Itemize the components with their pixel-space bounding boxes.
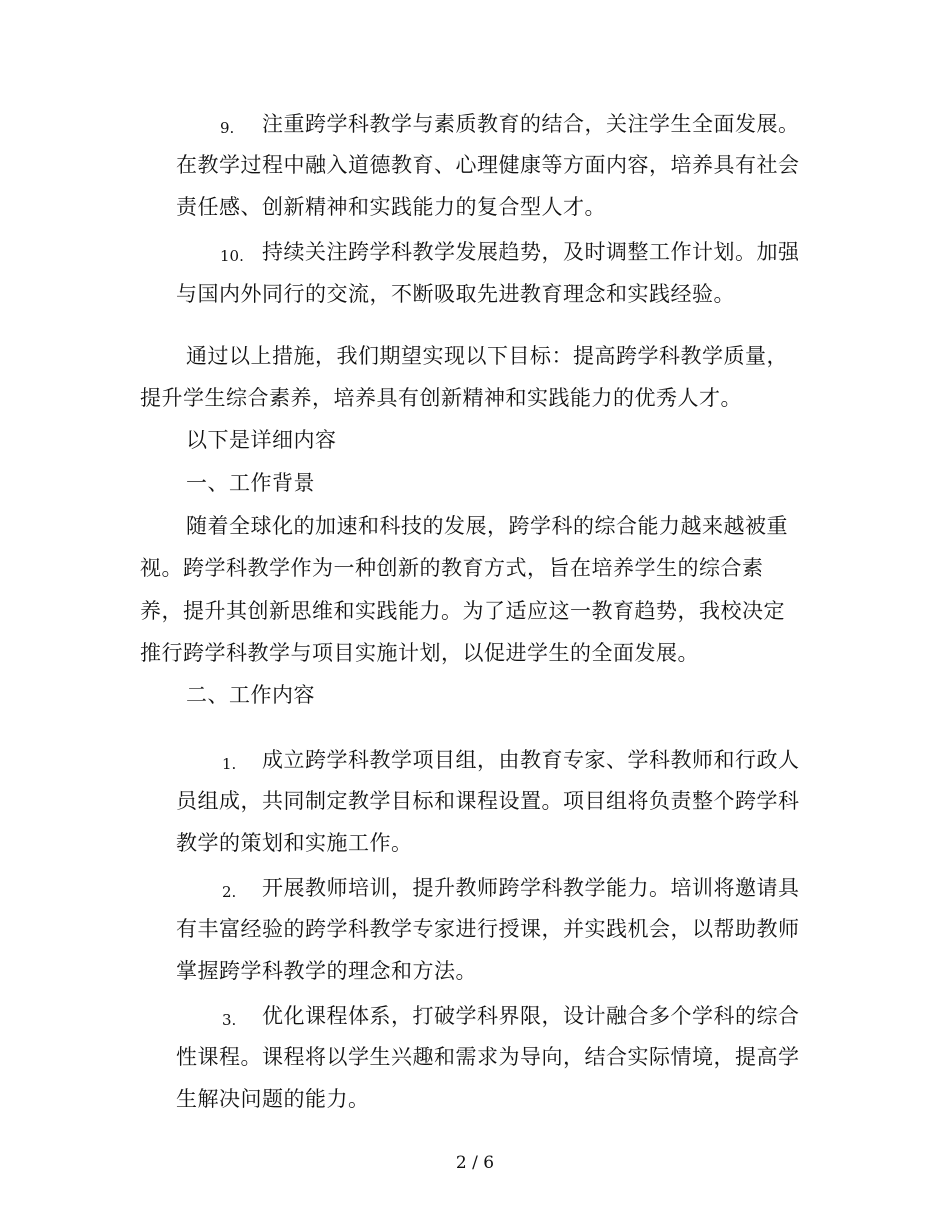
text-line: 随着全球化的加速和科技的发展，跨学科的综合能力越来越被重 bbox=[186, 514, 788, 538]
page-number: 2 / 6 bbox=[455, 1153, 495, 1173]
text-line: 视。跨学科教学作为一种创新的教育方式，旨在培养学生的综合素 bbox=[140, 556, 764, 580]
text-line: 教学的策划和实施工作。 bbox=[176, 831, 413, 855]
text-line: 优化课程体系，打破学科界限，设计融合多个学科的综合 bbox=[262, 1004, 800, 1028]
text-line: 成立跨学科教学项目组，由教育专家、学科教师和行政人 bbox=[262, 748, 800, 772]
item-number: 9. bbox=[220, 119, 235, 137]
text-line: 性课程。课程将以学生兴趣和需求为导向，结合实际情境，提高学 bbox=[176, 1045, 800, 1069]
item-number: 3. bbox=[222, 1011, 237, 1029]
text-line: 养，提升其创新思维和实践能力。为了适应这一教育趋势，我校决定 bbox=[140, 599, 785, 623]
text-line: 责任感、创新精神和实践能力的复合型人才。 bbox=[176, 195, 606, 219]
item-number: 10. bbox=[220, 247, 244, 265]
text-line: 推行跨学科教学与项目实施计划，以促进学生的全面发展。 bbox=[140, 641, 699, 665]
text-line: 有丰富经验的跨学科教学专家进行授课，并实践机会，以帮助教师 bbox=[176, 917, 800, 941]
item-number: 2. bbox=[222, 883, 237, 901]
text-line: 注重跨学科教学与素质教育的结合，关注学生全面发展。 bbox=[262, 112, 800, 136]
section-heading: 二、工作内容 bbox=[186, 683, 315, 707]
item-number: 1. bbox=[222, 755, 237, 773]
text-line: 生解决问题的能力。 bbox=[176, 1087, 370, 1111]
text-line: 员组成，共同制定教学目标和课程设置。项目组将负责整个跨学科 bbox=[176, 789, 800, 813]
text-line: 开展教师培训，提升教师跨学科教学能力。培训将邀请具 bbox=[262, 876, 800, 900]
section-heading: 一、工作背景 bbox=[186, 471, 315, 495]
text-line: 以下是详细内容 bbox=[186, 428, 337, 452]
text-line: 在教学过程中融入道德教育、心理健康等方面内容，培养具有社会 bbox=[176, 153, 800, 177]
text-line: 持续关注跨学科教学发展趋势，及时调整工作计划。加强 bbox=[262, 240, 800, 264]
text-line: 提升学生综合素养，培养具有创新精神和实践能力的优秀人才。 bbox=[140, 386, 742, 410]
text-line: 掌握跨学科教学的理念和方法。 bbox=[176, 959, 477, 983]
text-line: 通过以上措施，我们期望实现以下目标：提高跨学科教学质量， bbox=[186, 344, 788, 368]
text-line: 与国内外同行的交流，不断吸取先进教育理念和实践经验。 bbox=[176, 282, 735, 306]
